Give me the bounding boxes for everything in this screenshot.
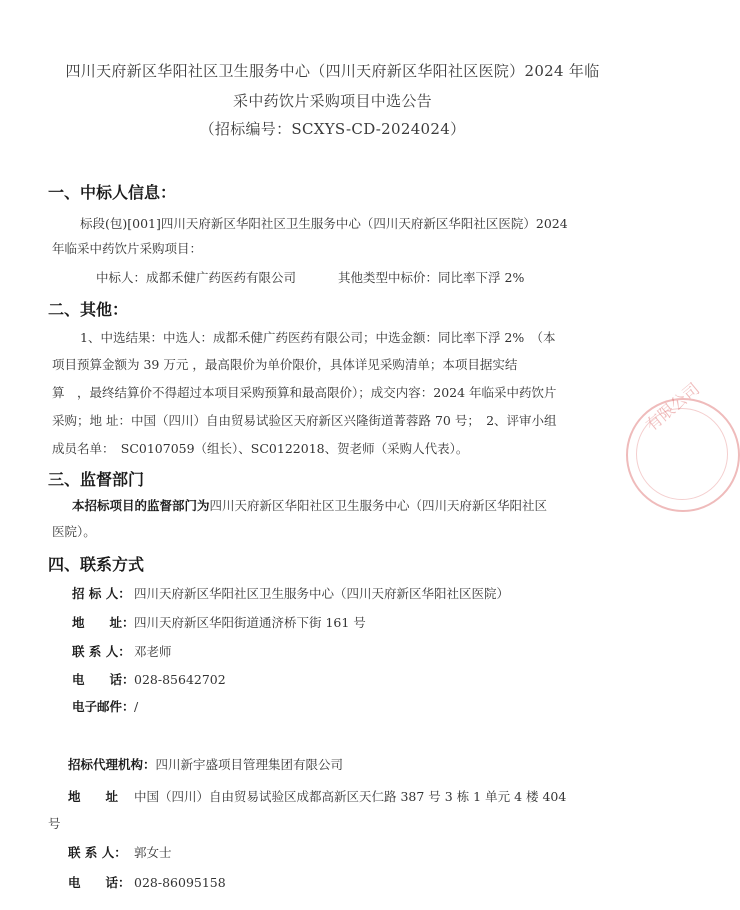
address-value: 四川天府新区华阳街道通济桥下街 161 号 bbox=[134, 615, 366, 630]
agency-address-label: 地 址 bbox=[68, 789, 119, 804]
winner-row bbox=[96, 268, 296, 286]
seal-text: 有限公司 bbox=[641, 379, 704, 435]
agency-label: 招标代理机构： bbox=[68, 757, 156, 772]
other-line-3: 算 ，最终结算价不得超过本项目采购预算和最高限价）；成交内容：2024 年临采中药饮片 bbox=[52, 385, 557, 400]
agency-phone-row bbox=[68, 873, 226, 891]
section-other-heading: 二、其他： bbox=[48, 300, 129, 319]
phone-label: 电 话： bbox=[72, 672, 135, 687]
phone-value: 028-85642702 bbox=[134, 672, 226, 687]
lot-description-cont: 年临采中药饮片采购项目： bbox=[52, 241, 203, 256]
section-contact-heading: 四、联系方式 bbox=[48, 555, 145, 574]
other-line-4: 采购；地 址：中国（四川）自由贸易试验区天府新区兴隆街道菁蓉路 70 号； 2、评审小组 bbox=[52, 413, 557, 428]
tenderer-row bbox=[72, 584, 509, 602]
address-row bbox=[72, 613, 366, 631]
agency-address-row bbox=[68, 787, 566, 805]
other-line-1: 1、中选结果：中选人：成都禾健广药医药有限公司；中选金额：同比率下浮 2% （本 bbox=[80, 330, 556, 345]
company-seal bbox=[626, 379, 740, 512]
agency-phone-value: 028-86095158 bbox=[134, 875, 226, 890]
agency-phone-label: 电 话： bbox=[68, 875, 131, 890]
price-value: 同比率下浮 2% bbox=[438, 270, 525, 285]
supervision-line-2: 医院）。 bbox=[52, 524, 96, 539]
agency-address-value: 中国（四川）自由贸易试验区成都高新区天仁路 387 号 3 栋 1 单元 4 楼 404 bbox=[134, 789, 567, 804]
section-winner-heading: 一、中标人信息： bbox=[48, 183, 177, 202]
email-label: 电子邮件： bbox=[72, 699, 135, 714]
agency-value: 四川新宇盛项目管理集团有限公司 bbox=[155, 757, 344, 772]
supervision-rest: 四川天府新区华阳社区卫生服务中心（四川天府新区华阳社区 bbox=[209, 498, 548, 513]
other-line-2: 项目预算金额为 39 万元 ，最高限价为单价限价，具体详见采购清单；本项目据实结 bbox=[52, 357, 518, 372]
winner-label: 中标人： bbox=[96, 270, 147, 285]
section-supervision-heading: 三、监督部门 bbox=[48, 470, 145, 489]
agency-address-cont: 号 bbox=[48, 816, 61, 831]
supervision-line-1 bbox=[72, 496, 547, 514]
contact-label: 联 系 人： bbox=[72, 644, 131, 659]
price-label: 其他类型中标价： bbox=[338, 270, 439, 285]
title-line-2: 采中药饮片采购项目中选公告 bbox=[233, 92, 432, 110]
email-row bbox=[72, 697, 138, 715]
title-line-1: 四川天府新区华阳社区卫生服务中心（四川天府新区华阳社区医院）2024 年临 bbox=[65, 62, 600, 80]
agency-row bbox=[68, 755, 343, 773]
contact-value: 邓老师 bbox=[134, 644, 172, 659]
tender-number: （招标编号：SCXYS-CD-2024024） bbox=[199, 120, 466, 138]
tenderer-value: 四川天府新区华阳社区卫生服务中心（四川天府新区华阳社区医院） bbox=[134, 586, 510, 601]
contact-row bbox=[72, 642, 172, 660]
winner-value: 成都禾健广药医药有限公司 bbox=[146, 270, 297, 285]
address-label: 地 址： bbox=[72, 615, 135, 630]
agency-contact-value: 郭女士 bbox=[134, 845, 172, 860]
other-line-5: 成员名单： SC0107059（组长）、SC0122018、贺老师（采购人代表）。 bbox=[52, 441, 469, 456]
lot-description: 标段(包)[001]四川天府新区华阳社区卫生服务中心（四川天府新区华阳社区医院）2024 bbox=[80, 216, 568, 231]
phone-row bbox=[72, 670, 226, 688]
supervision-bold: 本招标项目的监督部门为 bbox=[72, 498, 210, 513]
price-row bbox=[338, 268, 524, 286]
email-value: / bbox=[134, 699, 139, 714]
agency-contact-row bbox=[68, 843, 172, 861]
tenderer-label: 招 标 人： bbox=[72, 586, 131, 601]
agency-contact-label: 联 系 人： bbox=[68, 845, 127, 860]
